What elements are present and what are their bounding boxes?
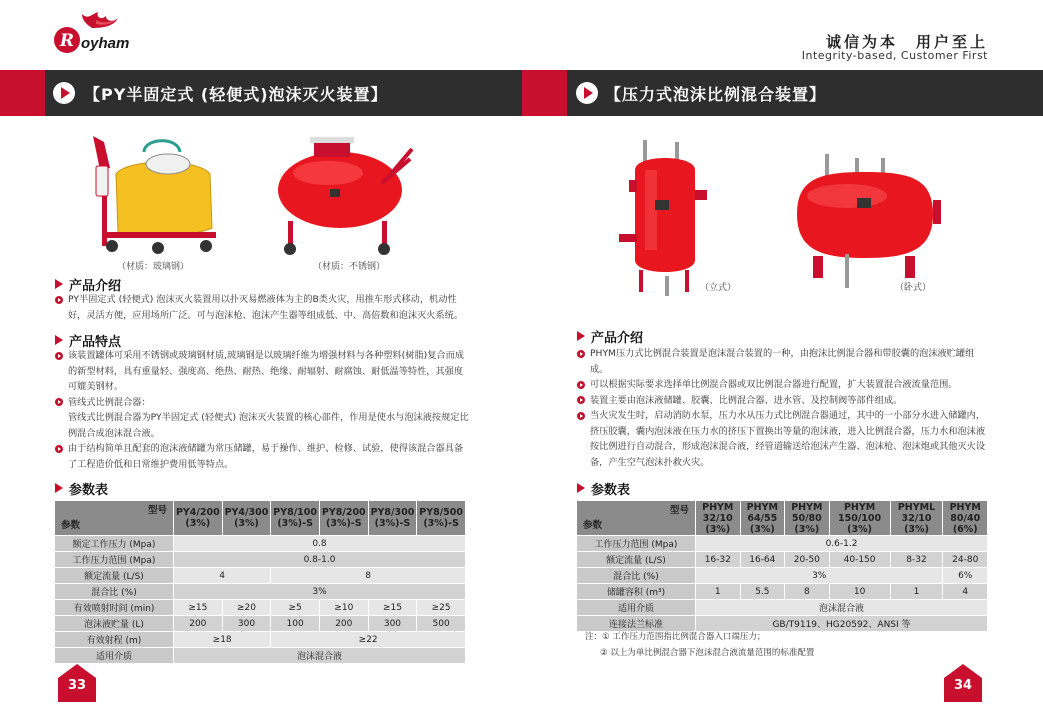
text-line: 备，产生空气泡沫扑救火灾。 (590, 456, 710, 468)
row-label: 适用介质 (577, 600, 696, 616)
model-line: (3%)-S (423, 518, 459, 529)
right-section-title: 【压力式泡沫比例混合装置】 (605, 85, 827, 104)
model-line: PY8/300 (370, 507, 415, 518)
text-line: 好，灵活方便，应用场所广泛。可与泡沫枪、泡沫产生器等组成低、中、高倍数和泡沫灭火系统。 (68, 309, 464, 321)
model-line: (3%) (794, 523, 820, 535)
slogan-chinese: 诚信为本 用户至上 (825, 33, 988, 51)
slogan-english: Integrity-based, Customer First (801, 49, 988, 62)
left-features-text (55, 348, 480, 472)
right-intro-text (577, 346, 1002, 470)
table-cell: ≥25 (417, 600, 466, 616)
model-line: 150/100 (838, 512, 882, 524)
model-line: PHYM (702, 501, 734, 513)
model-header (696, 501, 741, 536)
model-header (943, 501, 988, 536)
model-line: PHYM (746, 501, 778, 513)
row-label: 工作压力范围 (Mpa) (55, 552, 174, 568)
model-line: PY8/500 (419, 507, 464, 518)
fiberglass-foam-cart-image (88, 128, 223, 258)
model-line: PY4/300 (224, 507, 269, 518)
text-line: 该装置罐体可采用不锈钢或玻璃钢材质,玻璃钢是以玻璃纤维为增强材料与各种塑料(树脂)复合而成 (68, 350, 464, 361)
table-cell: 1 (890, 584, 943, 600)
stainless-foam-cart-image (270, 135, 420, 260)
model-header (740, 501, 785, 536)
table-cell: 300 (222, 616, 271, 632)
model-line: (3%) (234, 518, 259, 529)
model-line: PHYM (843, 501, 876, 513)
model-line: (3%)-S (374, 518, 411, 529)
table-cell: 300 (368, 616, 417, 632)
row-label: 泡沫液贮量 (L) (55, 616, 174, 632)
text-line: 由于结构简单且配套的泡沫液储罐为常压储罐，易于操作、维护、检修、试验，使得该混合器具备 (68, 443, 464, 454)
intro-bullet (55, 292, 470, 323)
table-cell: 1 (696, 584, 741, 600)
feature-subtext (55, 410, 480, 441)
table-row (577, 552, 988, 568)
model-line: PHYM (949, 501, 981, 513)
table-row (577, 584, 988, 600)
page-number-text: 34 (953, 678, 973, 693)
model-header (785, 501, 830, 536)
table-cell: 5.5 (740, 584, 785, 600)
row-label: 适用介质 (55, 648, 174, 664)
table-cell: 100 (271, 616, 320, 632)
model-header (417, 501, 466, 536)
table-cell: 8-32 (890, 552, 943, 568)
model-line: 64/55 (747, 512, 778, 524)
right-spec-table (576, 500, 988, 632)
table-row (55, 600, 466, 616)
model-line: PY8/100 (273, 507, 318, 518)
model-line: (3%) (847, 523, 872, 535)
text-line: 当火灾发生时，启动消防水泵，压力水从压力式比例混合器通过，其中的一小部分水进入储罐内， (590, 410, 986, 421)
text-line: PY半固定式 (轻便式) 泡沫灭火装置用以扑灭易燃液体为主的B类火灾，用推车形式移动，机动性 (68, 294, 457, 305)
table-cell: ≥5 (271, 600, 320, 616)
intro-bullet (577, 377, 1002, 393)
row-label: 有效喷射时间 (min) (55, 600, 174, 616)
table-cell: 4 (174, 568, 271, 584)
table-cell: 8 (785, 584, 830, 600)
logo-wordmark: oyham (81, 35, 130, 52)
text-line: 成。 (590, 363, 609, 375)
model-line: (3%) (749, 523, 775, 535)
table-corner-header (577, 501, 696, 536)
table-cell: 泡沫混合液 (696, 600, 988, 616)
corner-model-label: 型号 (147, 505, 167, 516)
table-cell: 0.6-1.2 (696, 536, 988, 552)
model-line: (3%) (185, 518, 211, 529)
table-cell: 500 (417, 616, 466, 632)
table-row (55, 632, 466, 648)
model-line: (3%) (705, 523, 731, 535)
horizontal-proportioner-image (785, 150, 945, 295)
table-note-1: 注：① 工作压力范围指比例混合器入口端压力； (585, 632, 766, 642)
left-spec-table (54, 500, 466, 664)
row-label: 额定流量 (L/S) (55, 568, 174, 584)
left-features-heading: 产品特点 (55, 331, 121, 350)
table-cell: ≥15 (368, 600, 417, 616)
banner-accent-right (522, 70, 567, 116)
model-header (319, 501, 368, 536)
row-label: 工作压力范围 (Mpa) (577, 536, 696, 552)
left-section-title: 【PY半固定式 (轻便式)泡沫灭火装置】 (84, 85, 388, 104)
model-line: (3%)-S (325, 518, 362, 529)
table-cell: 40-150 (829, 552, 890, 568)
intro-bullet (577, 408, 1002, 470)
table-row (577, 568, 988, 584)
row-label: 混合比 (%) (55, 584, 174, 600)
right-params-heading: 参数表 (577, 479, 630, 498)
row-label: 混合比 (%) (577, 568, 696, 584)
text-line: PHYM压力式比例混合装置是泡沫混合装置的一种，由抱沫比例混合器和带胶囊的泡沫液贮罐组 (590, 348, 975, 359)
table-row (55, 584, 466, 600)
table-cell: 3% (696, 568, 943, 584)
table-row (577, 600, 988, 616)
table-row (55, 616, 466, 632)
table-cell: 16-64 (740, 552, 785, 568)
left-params-heading: 参数表 (55, 479, 108, 498)
model-header (829, 501, 890, 536)
model-line: (3%) (904, 523, 929, 535)
svg-text:R: R (59, 31, 75, 51)
text-line: 例混合成泡沫混合液。 (68, 427, 160, 439)
text-line: 管线式比例混合器： (68, 396, 151, 408)
model-line: PY8/200 (321, 507, 366, 518)
text-line: 管线式比例混合器为PY半固定式 (轻便式) 泡沫灭火装置的核心部件，作用是使水与泡沫液按规定比 (68, 412, 469, 423)
model-line: PHYML (897, 501, 936, 513)
table-cell: 8 (271, 568, 466, 584)
page-number-right (944, 664, 982, 702)
row-label: 连接法兰标准 (577, 616, 696, 632)
model-header (174, 501, 223, 536)
table-cell: 20-50 (785, 552, 830, 568)
table-note-2: ② 以上为单比例混合器下泡沫混合液流量范围的标准配置 (600, 648, 815, 658)
model-line: (3%)-S (277, 518, 313, 529)
table-cell: 200 (174, 616, 223, 632)
corner-param-label: 参数 (583, 520, 603, 531)
caption-fiberglass: （材质：玻璃钢） (117, 262, 190, 272)
row-label: 储罐容积 (m³) (577, 584, 696, 600)
table-cell: 0.8 (174, 536, 466, 552)
table-corner-header (55, 501, 174, 536)
banner-accent-left (0, 70, 45, 116)
left-intro-text (55, 292, 470, 323)
company-logo (52, 10, 142, 62)
table-cell: 200 (319, 616, 368, 632)
table-row (55, 568, 466, 584)
table-cell: 泡沫混合液 (174, 648, 466, 664)
text-line: 挤压胶囊，囊内泡沫液在压力水的挤压下置换出等量的泡沫液，进入比例混合器，压力水和泡沫液 (590, 425, 986, 437)
table-row (55, 536, 466, 552)
row-label: 额定工作压力 (Mpa) (55, 536, 174, 552)
caption-horizontal: （卧式） (895, 283, 932, 293)
table-row (55, 552, 466, 568)
right-intro-heading: 产品介绍 (577, 327, 643, 346)
row-label: 有效射程 (m) (55, 632, 174, 648)
table-cell: 4 (943, 584, 988, 600)
intro-bullet (577, 346, 1002, 377)
page-number-text: 33 (67, 678, 87, 693)
model-line: 50/80 (791, 512, 822, 524)
text-line: 了工程造价低和日常维护费用低等特点。 (68, 458, 234, 470)
model-header (368, 501, 417, 536)
table-cell: 0.8-1.0 (174, 552, 466, 568)
feature-bullet (55, 348, 480, 395)
feature-bullet (55, 395, 480, 411)
table-cell: 16-32 (696, 552, 741, 568)
feature-bullet (55, 441, 480, 472)
vertical-proportioner-image (615, 130, 715, 300)
table-cell: ≥18 (174, 632, 271, 648)
left-intro-heading: 产品介绍 (55, 275, 121, 294)
intro-bullet (577, 393, 1002, 409)
text-line: 的新型材料，具有重量轻、强度高、绝热、耐热、绝缘、耐辐射、耐腐蚀、耐低温等特性，其强度 (68, 365, 464, 377)
model-line: PHYM (791, 501, 823, 513)
table-cell: ≥10 (319, 600, 368, 616)
model-header (271, 501, 320, 536)
table-row (577, 536, 988, 552)
caption-stainless: （材质：不锈钢） (313, 262, 386, 272)
caption-vertical: （立式） (700, 283, 737, 293)
text-line: 按比例进行自动混合，形成泡沫混合液，经管道输送给泡沫产生器、泡沫枪、泡沫炮或其他灭火设 (590, 441, 986, 452)
play-arrow-icon (576, 82, 598, 104)
corner-model-label: 型号 (669, 505, 689, 516)
table-cell: GB/T9119、HG20592、ANSI 等 (696, 616, 988, 632)
table-cell: 24-80 (943, 552, 988, 568)
table-cell: 10 (829, 584, 890, 600)
table-cell: 6% (943, 568, 988, 584)
text-line: 可媲美钢材。 (68, 381, 124, 392)
row-label: 额定流量 (L/S) (577, 552, 696, 568)
table-cell: 3% (174, 584, 466, 600)
text-line: 可以根据实际要求选择单比例混合器或双比例混合器进行配置，扩大装置混合液流量范围。 (590, 379, 958, 390)
model-header (222, 501, 271, 536)
model-line: 32/10 (702, 512, 733, 524)
model-line: 32/10 (901, 512, 932, 524)
model-line: PY4/200 (175, 507, 220, 518)
model-header (890, 501, 943, 536)
model-line: (6%) (952, 523, 978, 535)
table-row (55, 648, 466, 664)
text-line: 装置主要由泡沫液储罐、胶囊、比例混合器、进水管、及控制阀等部件组成。 (590, 394, 903, 406)
model-line: 80/40 (950, 512, 981, 524)
table-cell: ≥15 (174, 600, 223, 616)
play-arrow-icon (53, 82, 75, 104)
page-number-left (58, 664, 96, 702)
corner-param-label: 参数 (61, 520, 81, 531)
table-cell: ≥22 (271, 632, 466, 648)
table-cell: ≥20 (222, 600, 271, 616)
